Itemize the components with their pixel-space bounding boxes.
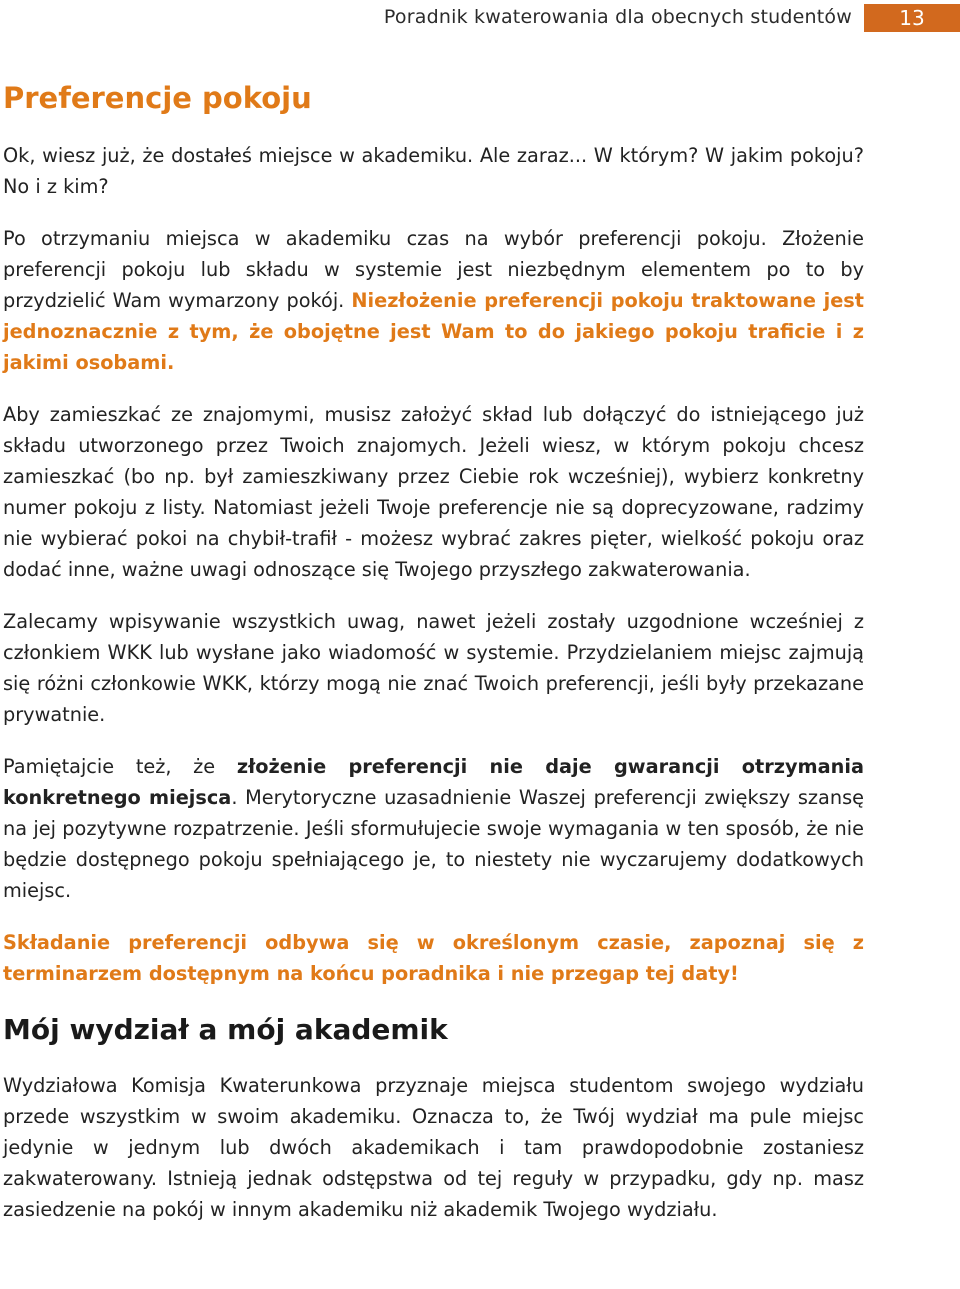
document-body — [3, 78, 864, 1246]
section-heading-faculty-dorm: Mój wydział a mój akademik — [3, 1013, 448, 1046]
paragraph-text: . Merytoryczne uzasadnienie Waszej preferencji zwiększy szansę na jej pozytywne rozpatrzenie. Jeśli sformułujecie swoje wymagania w ten sposób, że nie będzie dostępnego pokoju spełniającego je, to niestety nie wyczarujemy dodatkowych miejsc. — [3, 786, 864, 902]
paragraph-faculty-dorm: Wydziałowa Komisja Kwaterunkowa przyznaje miejsca studentom swojego wydziału przede wszystkim w swoim akademiku. Oznacza to, że Twój wydział ma pule miejsc jedynie w jednym lub dwóch akademikach i tam prawdopodobnie zostaniesz zakwaterowany. Istnieją jednak odstępstwa od tej reguły w przypadku, gdy np. masz zasiedzenie na pokój w innym akademiku niż akademik Twojego wydziału. — [3, 1074, 864, 1221]
paragraph-roommates: Aby zamieszkać ze znajomymi, musisz założyć skład lub dołączyć do istniejącego już składu utworzonego przez Twoich znajomych. Jeżeli wiesz, w którym pokoju chcesz zamieszkać (bo np. był zamieszkiwany przez Ciebie rok wcześniej), wybierz konkretny numer pokoju z listy. Natomiast jeżeli Twoje preferencje nie są doprecyzowane, radzimy nie wybierać pokoi na chybił-trafił - możesz wybrać zakres pięter, wielkość pokoju oraz dodać inne, ważne uwagi odnoszące się Twojego przyszłego zakwaterowania. — [3, 403, 864, 581]
paragraph-deadline-warning: Składanie preferencji odbywa się w określonym czasie, zapoznaj się z terminarzem dostępnym na końcu poradnika i nie przegap tej daty! — [3, 931, 864, 985]
bold-text: złożenie preferencji nie daje gwarancji otrzymania konkretnego miejsca — [3, 755, 864, 809]
page-number-badge: 13 — [864, 4, 960, 32]
section-heading-room-preferences: Preferencje pokoju — [3, 81, 312, 115]
page-header — [0, 0, 960, 36]
paragraph-notes: Zalecamy wpisywanie wszystkich uwag, nawet jeżeli zostały uzgodnione wcześniej z członkiem WKK lub wysłane jako wiadomość w systemie. Przydzielaniem miejsc zajmują się różni członkowie WKK, którzy mogą nie znać Twoich preferencji, jeśli były przekazane prywatnie. — [3, 610, 864, 726]
paragraph-text: Po otrzymaniu miejsca w akademiku czas na wybór preferencji pokoju. Złożenie preferencji pokoju lub składu w systemie jest niezbędnym elementem po to by przydzielić Wam wymarzony pokój. — [3, 227, 864, 312]
paragraph-text: Pamiętajcie też, że — [3, 755, 237, 778]
paragraph-preferences-system — [3, 223, 864, 378]
paragraph-intro: Ok, wiesz już, że dostałeś miejsce w akademiku. Ale zaraz... W którym? W jakim pokoju? No i z kim? — [3, 144, 864, 198]
paragraph-no-guarantee — [3, 751, 864, 906]
highlight-text: Niezłożenie preferencji pokoju traktowane jest jednoznacznie z tym, że obojętne jest Wam to do jakiego pokoju traficie i z jakimi osobami. — [3, 289, 864, 374]
header-title: Poradnik kwaterowania dla obecnych studentów — [383, 6, 852, 28]
